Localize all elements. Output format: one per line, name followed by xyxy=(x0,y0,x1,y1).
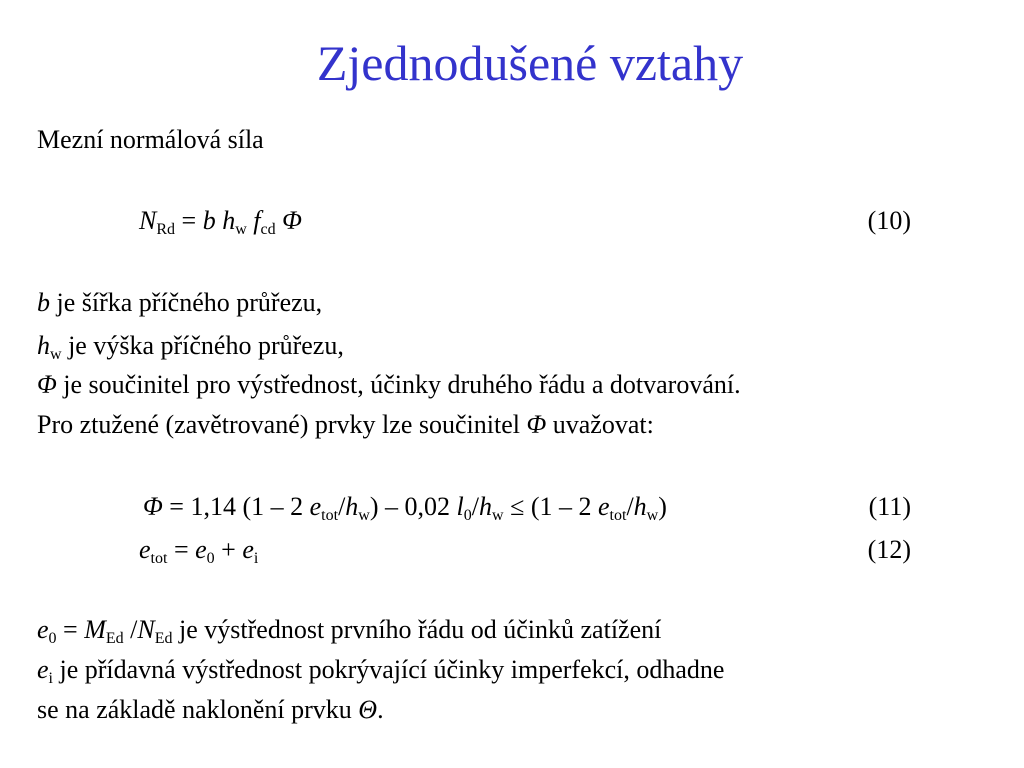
subscript-cd: cd xyxy=(260,221,276,238)
definition-phi xyxy=(37,369,741,401)
definition-hw xyxy=(37,330,344,362)
definition-hw-text: je výška příčného průřezu, xyxy=(61,331,344,360)
subscript-Rd: Rd xyxy=(156,221,176,238)
note-e0: $e_0 = M_{Ed}$ $/N_{Ed}$ je výstřednost prvního řádu od účinků zatížení xyxy=(37,615,662,647)
slide-title: Zjednodušené vztahy xyxy=(316,35,744,91)
subscript-w: w xyxy=(50,346,62,363)
symbol-f: f xyxy=(253,206,261,235)
symbol-h: h xyxy=(37,331,50,360)
equation-number-12: (12) xyxy=(867,535,911,564)
note-theta: se na základě naklonění prvku Θ. xyxy=(37,695,384,724)
subscript-w: w xyxy=(235,221,247,238)
definition-b xyxy=(37,287,322,319)
symbol-b: b xyxy=(37,288,50,317)
note-ei: $e_i$ je přídavná výstřednost pokrývající účinky imperfekcí, odhadne xyxy=(37,655,725,687)
symbol-phi: Φ xyxy=(282,206,302,235)
braced-members-text: Pro ztužené (zavětrované) prvky lze součinitel Φ uvažovat: xyxy=(37,410,654,439)
definition-phi-text: je součinitel pro výstřednost, účinky druhého řádu a dotvarování. xyxy=(56,370,741,399)
section-heading: Mezní normálová síla xyxy=(37,125,264,154)
equation-11: Φ = 1,14 (1 – 2 $e_{tot}/h_w) - 0,02$ $l_0/h_w \le (1 - 2$ $e_{tot}/h_w$) xyxy=(143,492,667,524)
equation-number-11: (11) xyxy=(868,492,911,521)
definition-b-text: je šířka příčného průřezu, xyxy=(50,288,323,317)
symbol-h: h xyxy=(222,206,236,235)
symbol-b: b xyxy=(202,206,216,235)
equals-sign: = xyxy=(175,206,203,235)
symbol-phi: Φ xyxy=(526,410,547,439)
symbol-theta: Θ xyxy=(358,695,378,724)
symbol-N: N xyxy=(139,206,157,235)
equation-number-10: (10) xyxy=(867,206,911,235)
symbol-phi: Φ xyxy=(143,492,163,521)
equation-12: $e_{tot} = e_0 + e_i$ xyxy=(139,535,259,567)
symbol-phi: Φ xyxy=(37,370,57,399)
equation-10 xyxy=(139,205,302,237)
